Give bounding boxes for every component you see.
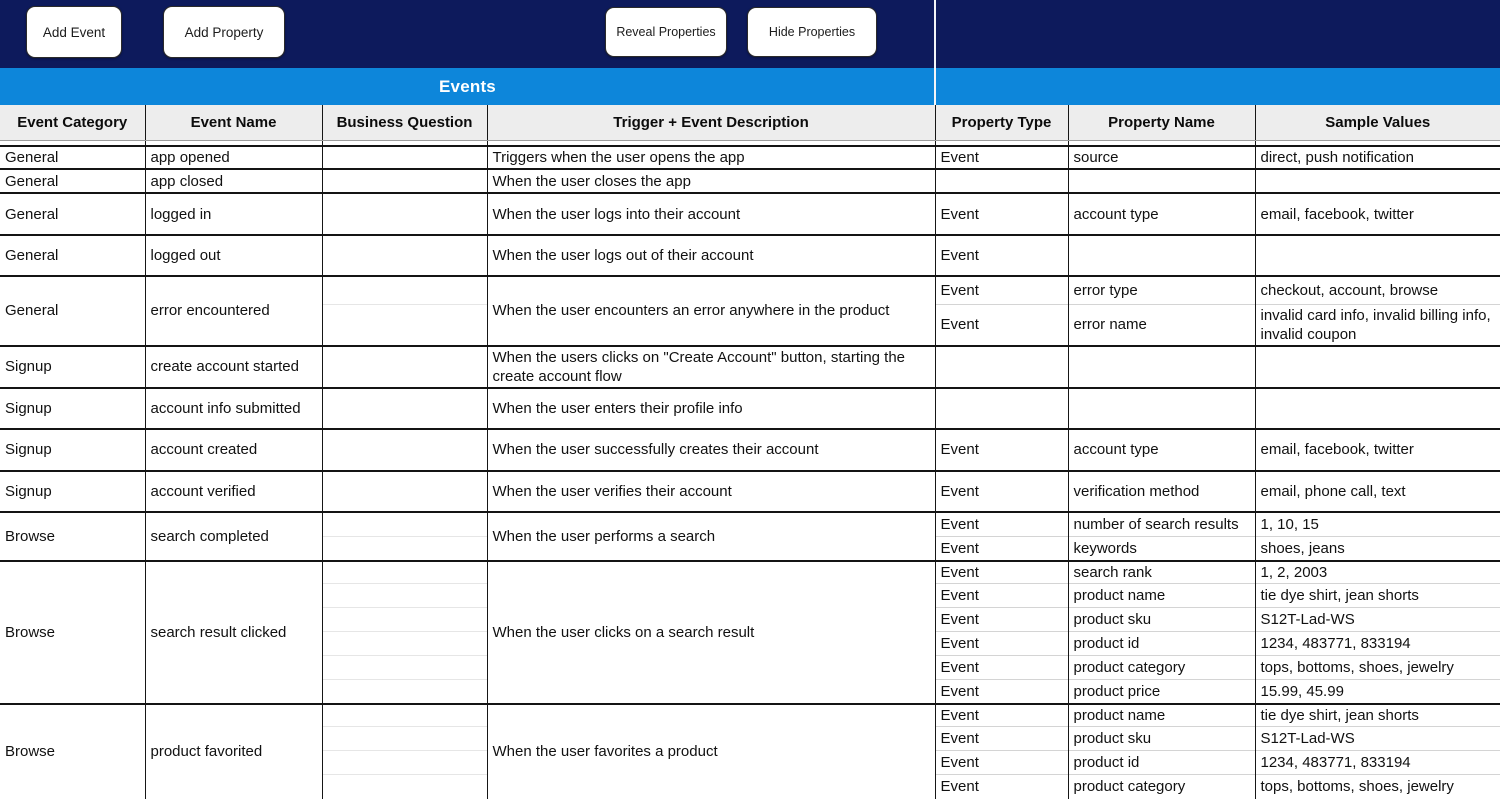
property-name-cell[interactable]: product sku [1068, 727, 1255, 751]
property-name-cell[interactable]: error type [1068, 276, 1255, 304]
business-question-cell[interactable] [322, 727, 487, 751]
event-row [0, 146, 1500, 169]
event-name-cell[interactable]: app closed [145, 169, 322, 193]
property-type-cell[interactable]: Event [935, 561, 1068, 584]
sample-values-cell[interactable]: 1234, 483771, 833194 [1255, 751, 1500, 775]
property-name-cell[interactable]: keywords [1068, 537, 1255, 561]
sample-values-cell[interactable] [1255, 388, 1500, 429]
event-name-cell[interactable]: error encountered [145, 276, 322, 346]
pane-divider [934, 0, 936, 105]
event-category-cell[interactable]: Browse [0, 561, 145, 704]
trigger-description-cell[interactable]: When the user closes the app [487, 169, 935, 193]
header-row [0, 105, 1500, 140]
property-name-cell[interactable]: account type [1068, 193, 1255, 235]
toolbar [0, 0, 1500, 68]
property-name-cell[interactable] [1068, 388, 1255, 429]
trigger-description-cell[interactable]: When the user encounters an error anywhere in the product [487, 276, 935, 346]
business-question-cell[interactable] [322, 346, 487, 388]
property-name-cell[interactable]: product price [1068, 680, 1255, 704]
event-row [0, 561, 1500, 584]
event-category-cell[interactable]: General [0, 169, 145, 193]
event-name-cell[interactable]: logged in [145, 193, 322, 235]
trigger-description-cell[interactable]: When the user verifies their account [487, 471, 935, 512]
event-category-cell[interactable]: Browse [0, 512, 145, 561]
event-row [0, 704, 1500, 727]
event-row [0, 235, 1500, 276]
column-header-trigger-event-description[interactable]: Trigger + Event Description [487, 105, 935, 140]
event-name-cell[interactable]: create account started [145, 346, 322, 388]
business-question-cell[interactable] [322, 193, 487, 235]
property-type-cell[interactable]: Event [935, 235, 1068, 276]
event-category-cell[interactable]: General [0, 146, 145, 169]
business-question-cell[interactable] [322, 235, 487, 276]
sample-values-cell[interactable]: S12T-Lad-WS [1255, 608, 1500, 632]
property-name-cell[interactable]: search rank [1068, 561, 1255, 584]
sample-values-cell[interactable]: email, facebook, twitter [1255, 193, 1500, 235]
event-name-cell[interactable]: account info submitted [145, 388, 322, 429]
trigger-description-cell[interactable]: When the user favorites a product [487, 704, 935, 799]
property-type-cell[interactable]: Event [935, 193, 1068, 235]
property-type-cell[interactable]: Event [935, 680, 1068, 704]
property-type-cell[interactable]: Event [935, 704, 1068, 727]
business-question-cell[interactable] [322, 388, 487, 429]
sample-values-cell[interactable]: direct, push notification [1255, 146, 1500, 169]
event-row [0, 193, 1500, 235]
trigger-description-cell[interactable]: When the users clicks on "Create Account" button, starting the create account flow [487, 346, 935, 388]
property-type-cell[interactable]: Event [935, 512, 1068, 537]
property-type-cell[interactable]: Event [935, 632, 1068, 656]
property-name-cell[interactable]: product category [1068, 656, 1255, 680]
business-question-cell[interactable] [322, 146, 487, 169]
tracking-plan-sheet [0, 105, 1500, 799]
trigger-description-cell[interactable]: When the user logs out of their account [487, 235, 935, 276]
property-type-cell[interactable]: Event [935, 276, 1068, 304]
sample-values-cell[interactable] [1255, 346, 1500, 388]
events-table-body [0, 140, 1500, 799]
property-type-cell[interactable] [935, 346, 1068, 388]
event-category-cell[interactable]: General [0, 276, 145, 346]
property-name-cell[interactable] [1068, 235, 1255, 276]
sample-values-cell[interactable]: 1234, 483771, 833194 [1255, 632, 1500, 656]
business-question-cell[interactable] [322, 561, 487, 584]
business-question-cell[interactable] [322, 512, 487, 537]
events-section-bar [0, 68, 1500, 105]
property-name-cell[interactable] [1068, 169, 1255, 193]
business-question-cell[interactable] [322, 632, 487, 656]
property-name-cell[interactable]: verification method [1068, 471, 1255, 512]
property-name-cell[interactable] [1068, 346, 1255, 388]
property-name-cell[interactable]: number of search results [1068, 512, 1255, 537]
property-name-cell[interactable]: product name [1068, 704, 1255, 727]
business-question-cell[interactable] [322, 751, 487, 775]
business-question-cell[interactable] [322, 608, 487, 632]
property-type-cell[interactable]: Event [935, 727, 1068, 751]
property-name-cell[interactable]: product name [1068, 584, 1255, 608]
business-question-cell[interactable] [322, 680, 487, 704]
sample-values-cell[interactable]: tie dye shirt, jean shorts [1255, 704, 1500, 727]
column-header-event-category[interactable]: Event Category [0, 105, 145, 140]
reveal-properties-button[interactable]: Reveal Properties [605, 7, 727, 57]
business-question-cell[interactable] [322, 471, 487, 512]
property-name-cell[interactable]: source [1068, 146, 1255, 169]
event-row [0, 429, 1500, 471]
business-question-cell[interactable] [322, 169, 487, 193]
sample-values-cell[interactable]: 15.99, 45.99 [1255, 680, 1500, 704]
sample-values-cell[interactable]: tops, bottoms, shoes, jewelry [1255, 775, 1500, 799]
property-type-cell[interactable]: Event [935, 146, 1068, 169]
property-type-cell[interactable]: Event [935, 751, 1068, 775]
event-category-cell[interactable]: Signup [0, 471, 145, 512]
property-type-cell[interactable]: Event [935, 537, 1068, 561]
property-type-cell[interactable]: Event [935, 608, 1068, 632]
sample-values-cell[interactable]: email, phone call, text [1255, 471, 1500, 512]
sample-values-cell[interactable] [1255, 169, 1500, 193]
property-type-cell[interactable]: Event [935, 429, 1068, 471]
property-name-cell[interactable]: product id [1068, 751, 1255, 775]
event-name-cell[interactable]: logged out [145, 235, 322, 276]
business-question-cell[interactable] [322, 775, 487, 799]
hide-properties-button[interactable]: Hide Properties [747, 7, 877, 57]
property-name-cell[interactable]: product category [1068, 775, 1255, 799]
column-header-business-question[interactable]: Business Question [322, 105, 487, 140]
trigger-description-cell[interactable]: When the user enters their profile info [487, 388, 935, 429]
trigger-description-cell[interactable]: Triggers when the user opens the app [487, 146, 935, 169]
event-category-cell[interactable]: Signup [0, 429, 145, 471]
events-table [0, 105, 1500, 799]
column-header-property-type[interactable]: Property Type [935, 105, 1068, 140]
sample-values-cell[interactable]: 1, 10, 15 [1255, 512, 1500, 537]
property-name-cell[interactable]: account type [1068, 429, 1255, 471]
event-name-cell[interactable]: search completed [145, 512, 322, 561]
column-header-event-name[interactable]: Event Name [145, 105, 322, 140]
event-category-cell[interactable]: Signup [0, 388, 145, 429]
property-type-cell[interactable]: Event [935, 584, 1068, 608]
business-question-cell[interactable] [322, 276, 487, 304]
sample-values-cell[interactable]: invalid card info, invalid billing info, invalid coupon [1255, 304, 1500, 346]
event-row [0, 276, 1500, 304]
event-category-cell[interactable]: Browse [0, 704, 145, 799]
event-category-cell[interactable]: General [0, 193, 145, 235]
business-question-cell[interactable] [322, 304, 487, 346]
property-type-cell[interactable]: Event [935, 656, 1068, 680]
business-question-cell[interactable] [322, 429, 487, 471]
trigger-description-cell[interactable]: When the user logs into their account [487, 193, 935, 235]
property-name-cell[interactable]: product sku [1068, 608, 1255, 632]
event-name-cell[interactable]: account created [145, 429, 322, 471]
events-section-title[interactable]: Events [439, 76, 496, 96]
business-question-cell[interactable] [322, 584, 487, 608]
trigger-description-cell[interactable]: When the user successfully creates their account [487, 429, 935, 471]
sample-values-cell[interactable]: 1, 2, 2003 [1255, 561, 1500, 584]
event-row [0, 346, 1500, 388]
property-type-cell[interactable]: Event [935, 775, 1068, 799]
event-category-cell[interactable]: General [0, 235, 145, 276]
add-event-button[interactable]: Add Event [26, 6, 122, 58]
property-name-cell[interactable]: product id [1068, 632, 1255, 656]
property-type-cell[interactable] [935, 169, 1068, 193]
property-name-cell[interactable]: error name [1068, 304, 1255, 346]
business-question-cell[interactable] [322, 704, 487, 727]
sample-values-cell[interactable]: S12T-Lad-WS [1255, 727, 1500, 751]
property-type-cell[interactable] [935, 388, 1068, 429]
event-row [0, 388, 1500, 429]
event-name-cell[interactable]: search result clicked [145, 561, 322, 704]
property-type-cell[interactable]: Event [935, 304, 1068, 346]
property-type-cell[interactable]: Event [935, 471, 1068, 512]
column-header-property-name[interactable]: Property Name [1068, 105, 1255, 140]
business-question-cell[interactable] [322, 537, 487, 561]
event-category-cell[interactable]: Signup [0, 346, 145, 388]
trigger-description-cell[interactable]: When the user clicks on a search result [487, 561, 935, 704]
event-row [0, 471, 1500, 512]
sample-values-cell[interactable]: shoes, jeans [1255, 537, 1500, 561]
sample-values-cell[interactable]: email, facebook, twitter [1255, 429, 1500, 471]
sample-values-cell[interactable]: tops, bottoms, shoes, jewelry [1255, 656, 1500, 680]
event-row [0, 169, 1500, 193]
column-header-sample-values[interactable]: Sample Values [1255, 105, 1500, 140]
event-name-cell[interactable]: app opened [145, 146, 322, 169]
event-name-cell[interactable]: account verified [145, 471, 322, 512]
events-table-header [0, 105, 1500, 140]
event-row [0, 512, 1500, 537]
sample-values-cell[interactable] [1255, 235, 1500, 276]
sample-values-cell[interactable]: checkout, account, browse [1255, 276, 1500, 304]
event-name-cell[interactable]: product favorited [145, 704, 322, 799]
business-question-cell[interactable] [322, 656, 487, 680]
sample-values-cell[interactable]: tie dye shirt, jean shorts [1255, 584, 1500, 608]
trigger-description-cell[interactable]: When the user performs a search [487, 512, 935, 561]
add-property-button[interactable]: Add Property [163, 6, 285, 58]
